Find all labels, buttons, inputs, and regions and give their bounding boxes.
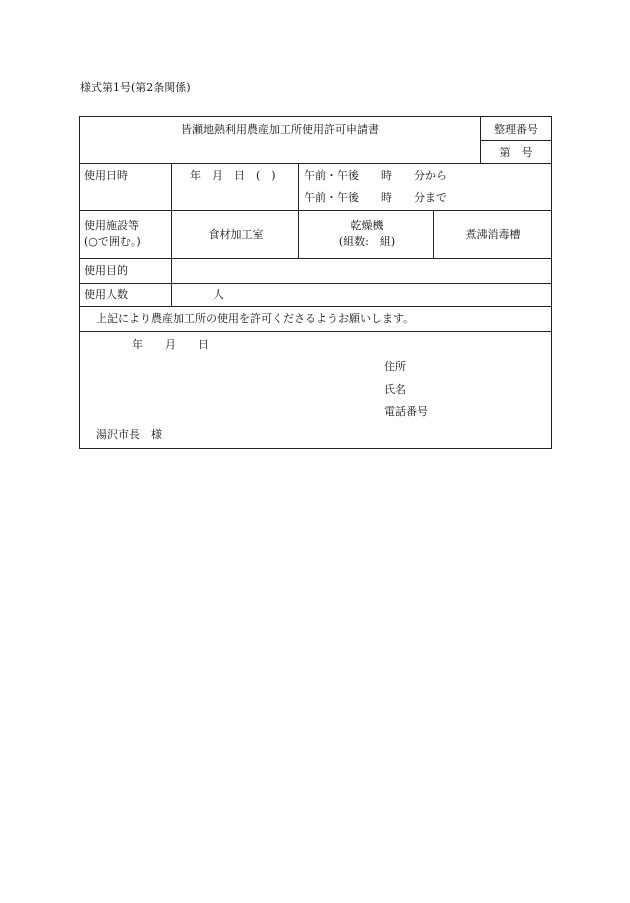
name-label: 氏名 bbox=[384, 383, 406, 396]
row-divider bbox=[79, 306, 552, 307]
request-statement: 上記により農産加工所の使用を許可くださるようお願いします。 bbox=[96, 312, 415, 325]
start-time-field[interactable]: 午前・午後 時 分から bbox=[304, 169, 447, 182]
col-divider bbox=[433, 210, 434, 258]
recipient: 湯沢市長 様 bbox=[96, 428, 162, 441]
usage-datetime-label: 使用日時 bbox=[84, 169, 128, 182]
end-time-field[interactable]: 午前・午後 時 分まで bbox=[304, 191, 447, 204]
usage-purpose-field[interactable] bbox=[178, 265, 546, 277]
form-number: 様式第1号(第2条関係) bbox=[80, 81, 191, 94]
row-divider bbox=[79, 331, 552, 332]
form-title: 皆瀬地熱利用農産加工所使用許可申請書 bbox=[181, 123, 379, 136]
col-divider bbox=[171, 163, 172, 306]
usage-date-field[interactable]: 年 月 日 ( ) bbox=[190, 169, 276, 182]
phone-label: 電話番号 bbox=[384, 405, 428, 418]
ref-divider bbox=[480, 140, 552, 141]
number-of-users-label: 使用人数 bbox=[84, 288, 128, 301]
col-divider bbox=[298, 163, 299, 258]
usage-purpose-label: 使用目的 bbox=[84, 264, 128, 277]
number-of-users-field[interactable]: 人 bbox=[213, 288, 224, 301]
row-divider bbox=[79, 163, 552, 164]
facility-label-note: (○で囲む。) bbox=[84, 235, 141, 248]
dryer-set-count-field[interactable]: (組数: 組) bbox=[338, 235, 396, 248]
row-divider bbox=[79, 210, 552, 211]
facility-option-dryer[interactable]: 乾燥機 bbox=[350, 219, 384, 232]
col-divider bbox=[480, 116, 481, 163]
reference-number-field[interactable]: 第 号 bbox=[499, 146, 533, 159]
row-divider bbox=[79, 283, 552, 284]
address-label: 住所 bbox=[384, 360, 406, 373]
facility-option-food-processing-room[interactable]: 食材加工室 bbox=[208, 228, 264, 241]
facility-label: 使用施設等 bbox=[84, 219, 139, 232]
application-date-field[interactable]: 年 月 日 bbox=[132, 338, 209, 351]
reference-number-label: 整理番号 bbox=[494, 123, 538, 136]
row-divider bbox=[79, 258, 552, 259]
facility-option-boiling-sterilizer[interactable]: 煮沸消毒槽 bbox=[465, 228, 521, 241]
